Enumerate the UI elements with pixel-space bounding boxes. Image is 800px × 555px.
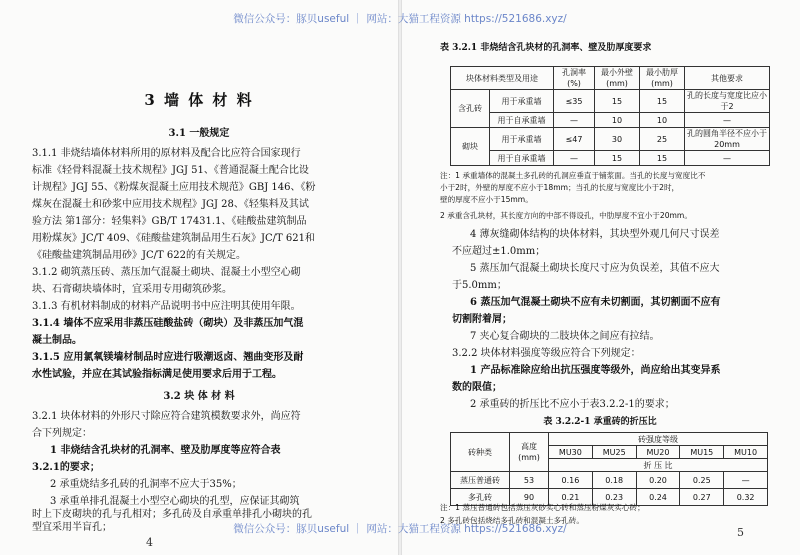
table-cell: 孔的长度与宽度比应小于2 [685,90,770,113]
table-row [451,128,770,151]
header-cell: MU25 [592,446,636,459]
table-cell: 孔的圆角半径不应小于20mm [685,128,770,151]
header-cell: MU10 [724,446,768,459]
watermark-bottom: 微信公众号：豚贝useful ｜ 网站：大猫工程资源 https://521686.xyz/ [233,523,567,535]
table-cell: 用于承重墙 [490,90,554,113]
table-cell: 15 [640,151,685,166]
table-cell: 15 [595,151,640,166]
table-cell: 砌块 [451,128,490,166]
table-cell: 0.21 [549,489,593,506]
table-cell: 蒸压普通砖 [451,472,510,489]
note-line: 2 承重含孔块材，其长度方向的中部不得设孔，中肋厚度不宜小于20mm。 [440,211,692,220]
text-line: 用粉煤灰》JC/T 409、《硅酸盐建筑制品用生石灰》JC/T 621和 [32,233,315,244]
table-cell: 90 [510,489,549,506]
table-cell: 0.32 [724,489,768,506]
text-line: 型宜采用半盲孔； [32,522,112,533]
para-3-1-3: 3.1.3 有机材料制成的材料产品说明书中应注明其使用年限。 [32,301,301,312]
text-line: 4 薄灰缝砌体结构的块体材料，其块型外观几何尺寸误差 [470,229,720,240]
table-cell: 10 [595,113,640,128]
header-cell: MU15 [680,446,724,459]
table-cell: — [724,472,768,489]
header-cell: 折 压 比 [549,459,768,472]
table-cell: 含孔砖 [451,90,490,128]
table-cell: ≤35 [554,90,595,113]
text-line: 3 承重单排孔混凝土小型空心砌块的孔型，应保证其砌筑 [50,496,300,507]
text-line: 时上下皮砌块的孔与孔相对；多孔砖及自承重单排孔小砌块的孔 [32,509,312,520]
table-cell: 多孔砖 [451,489,510,506]
text-line: 《硅酸盐建筑制品用砂》JC/T 622的有关规定。 [32,250,246,261]
text-line: 3.1.2 砌筑蒸压砖、蒸压加气混凝土砌块、混凝土小型空心砌 [32,267,301,278]
text-line: 块、石膏砌块墙体时，宜采用专用砌筑砂浆。 [32,284,232,295]
table-header-row [451,67,770,90]
text-line: 3.1.5 应用氯氧镁墙材制品时应进行吸潮返卤、翘曲变形及耐 [32,352,304,363]
table-3-2-1-title: 表 3.2.1 非烧结含孔块材的孔洞率、壁及肋厚度要求 [440,43,652,53]
table-row [451,151,770,166]
note-line: 注：1 蒸压普通砖包括蒸压灰砂实心砖和蒸压粉煤灰实心砖； [440,503,645,512]
table-3-2-2-1 [450,432,768,506]
text-line: 水性试验，并应在其试验指标满足使用要求后用于工程。 [32,369,282,380]
table-cell: 0.16 [549,472,593,489]
table-cell: 0.24 [636,489,680,506]
page-number-left: 4 [146,536,153,549]
chapter-title: 3 墙 体 材 料 [144,91,254,109]
text-line: 6 蒸压加气混凝土砌块不应有未切割面，其切割面不应有 [470,297,721,308]
text-line: 凝土制品。 [32,335,82,346]
table-cell: — [554,151,595,166]
text-line: 合下列规定： [32,428,92,439]
item-3-2-2-2: 2 承重砖的折压比不应小于表3.2.2-1的要求； [470,399,675,410]
table-cell: — [554,113,595,128]
text-line: 1 非烧结含孔块材的孔洞率、壁及肋厚度等应符合表 [50,445,281,456]
header-cell: 块体材料类型及用途 [451,67,554,90]
table-row [451,90,770,113]
text-line: 3.1.1 非烧结墙体材料所用的原材料及配合比应符合国家现行 [32,148,301,159]
table-cell: 30 [595,128,640,151]
table-cell: 0.23 [592,489,636,506]
text-line: 1 产品标准除应给出抗压强度等级外，尚应给出其变异系 [470,365,721,376]
table-3-2-2-1-title: 表 3.2.2-1 承重砖的折压比 [543,417,657,427]
table-cell: 25 [640,128,685,151]
table-header-row [451,433,768,446]
table-cell: 0.27 [680,489,724,506]
table-cell: 用于自承重墙 [490,151,554,166]
table-row [451,113,770,128]
table-cell: 53 [510,472,549,489]
header-cell: 砖强度等级 [549,433,768,446]
table-cell: 0.18 [592,472,636,489]
text-line: 数的限值； [452,382,502,393]
note-line: 小于2时，外壁的厚度不应小于18mm；当孔的长度与宽度比小于2时， [440,183,680,192]
note-line: 注：1 承重墙体的混凝土多孔砖的孔洞应垂直于铺浆面。当孔的长度与宽度比不 [440,171,706,180]
item-3-2-1-2: 2 承重烧结多孔砖的孔洞率不应大于35%； [50,479,242,490]
text-line: 标准《轻骨料混凝土技术规程》JGJ 51、《普通混凝土配合比设 [32,165,309,176]
table-cell: 用于承重墙 [490,128,554,151]
table-cell: 15 [595,90,640,113]
text-line: 5 蒸压加气混凝土砌块长度尺寸应为负误差，其值不应大 [470,263,720,274]
text-line: 于5.0mm； [452,280,507,291]
table-cell: — [685,113,770,128]
header-cell: 最小外壁(mm) [595,67,640,90]
header-cell: 砖种类 [451,433,510,472]
table-cell: 15 [640,90,685,113]
header-cell: 孔洞率(%) [554,67,595,90]
table-cell: 0.25 [680,472,724,489]
header-cell: 其他要求 [685,67,770,90]
header-cell: MU20 [636,446,680,459]
table-cell: — [685,151,770,166]
text-line: 煤灰在混凝土和砂浆中应用技术规程》JGJ 28、《轻集料及其试 [32,199,309,210]
table-cell: 用于自承重墙 [490,113,554,128]
page-number-right: 5 [737,526,744,539]
table-row [451,472,768,489]
para-3-2-2: 3.2.2 块体材料强度等级应符合下列规定： [452,348,641,359]
header-cell: 高度(mm) [510,433,549,472]
header-cell: 最小肋厚(mm) [640,67,685,90]
book-gutter [398,0,402,555]
text-line: 计规程》JGJ 55、《粉煤灰混凝土应用技术规范》GBJ 146、《粉 [32,182,316,193]
section-3-1-title: 3.1 一般规定 [168,128,230,139]
text-line: 3.1.4 墙体不应采用非蒸压硅酸盐砖（砌块）及非蒸压加气混 [32,318,304,329]
header-cell: MU30 [549,446,593,459]
text-line: 切割附着屑； [452,314,512,325]
item-7: 7 夹心复合砌块的二肢块体之间应有拉结。 [470,331,660,342]
table-cell: 10 [640,113,685,128]
text-line: 3.2.1 块体材料的外形尺寸除应符合建筑模数要求外，尚应符 [32,411,301,422]
watermark-top: 微信公众号：豚贝useful ｜ 网站：大猫工程资源 https://521686.xyz/ [233,13,567,25]
table-cell: ≤47 [554,128,595,151]
table-cell: 0.20 [636,472,680,489]
section-3-2-title: 3.2 块 体 材 料 [163,391,235,402]
text-line: 不应超过±1.0mm； [452,246,546,257]
text-line: 验方法 第1部分：轻集料》GB/T 17431.1、《硅酸盐建筑制品 [32,216,307,227]
text-line: 3.2.1的要求； [32,462,100,473]
note-line: 壁的厚度不应小于15mm。 [440,195,533,204]
table-3-2-1 [450,66,770,166]
note-line: 2 多孔砖包括烧结多孔砖和混凝土多孔砖。 [440,516,584,525]
